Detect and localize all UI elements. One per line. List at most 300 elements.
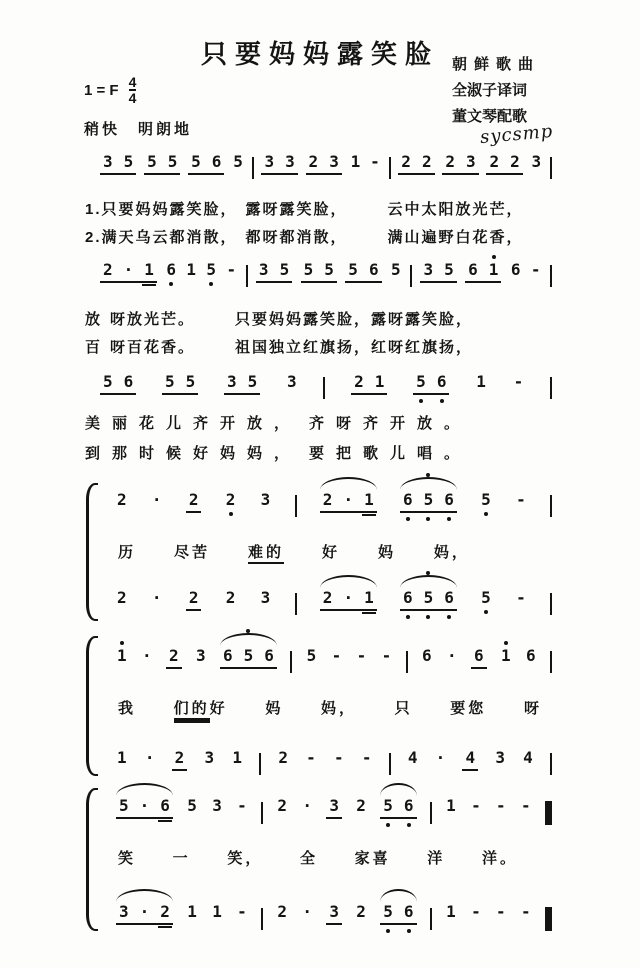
beam-group [186,492,202,513]
note-digit: 2 [356,796,366,815]
lyric-segment [524,697,542,718]
note-digit: 6 [443,492,455,508]
lyric-segment [85,336,102,357]
note-digit: 2 [308,152,319,171]
duration-dash: - [237,796,247,815]
note-digit: 3 [258,260,269,279]
note-digit: 2 [401,152,411,171]
lyric-segment [378,541,396,562]
augmentation-dot: · [151,490,162,509]
note-digit: 2 [174,748,185,767]
beam-group [186,590,202,611]
duration-dash: - [520,796,531,815]
note-digit: 5 [147,152,157,171]
octave-dot-low [447,517,451,521]
note-digit: 5 [382,798,394,814]
note-digit: 3 [329,152,339,171]
note-digit: 5 [423,492,435,508]
duration-dash: - [520,902,531,921]
slur-arc-group [380,904,416,925]
note-digit: 6 [402,492,414,508]
slur-arc-group [320,492,377,513]
beam-group [400,492,457,513]
note-digit: 1 [364,490,374,509]
notation-line-3 [100,374,552,396]
note-digit: 2 [117,588,127,607]
verse-1-lyrics-line-3 [85,412,471,433]
note-digit: 2 [277,902,288,921]
note-digit: 3 [329,902,339,921]
lyric-segment [110,308,195,329]
note-digit: 2 [117,490,127,509]
barline [550,495,552,517]
lyric-text: 祖国独立红旗扬，红呀红旗扬， [235,339,474,356]
lyric-text: 妈， [320,700,357,717]
note-digit: 6 [123,372,134,391]
beam-group [413,374,449,395]
augmentation-dot: · [139,902,150,921]
lyric-text: 笑， [227,850,264,867]
lyric-text: 只 [394,700,413,717]
lyric-text: 尽苦 [173,544,210,561]
handwritten-signature: sycsmp [479,120,555,149]
duration-dash: - [516,588,526,607]
duration-dash: - [306,748,316,767]
note-digit: 6 [264,646,274,665]
beam-group [166,648,182,669]
note-digit: 3 [287,372,297,391]
beam-group [301,262,337,283]
augmentation-dot: · [142,646,152,665]
note-digit: 1 [364,588,374,607]
note-digit: 5 [444,260,454,279]
note-digit: 1 [144,260,154,279]
duet-3-lyrics [118,847,518,868]
lyric-segment [118,697,136,718]
augmentation-dot: · [139,796,150,815]
lyric-text: 齐呀齐开放。 [309,415,472,432]
lyric-text: 百 [85,339,103,356]
beam-group [256,262,292,283]
lyric-text: 笑 [118,850,137,867]
note-digit: 6 [160,796,170,815]
lyric-text: 要您 [450,700,487,717]
barline [430,908,432,930]
voice-bracket-1 [86,483,95,621]
final-barline [545,801,552,825]
barline [259,753,261,775]
duration-dash: - [356,646,367,665]
beam-group [100,154,136,175]
duration-dash: - [370,152,380,171]
beam-group [465,262,501,283]
note-digit: 5 [390,260,401,279]
lyric-segment [321,697,357,718]
barline [261,802,263,824]
note-digit: 6 [436,374,448,390]
lyric-text: 家喜 [354,850,391,867]
octave-dot-low [407,929,411,933]
duet-1-voice-1-notes [116,492,552,514]
barline [389,157,391,179]
lyric-segment [322,541,340,562]
beam-group [100,262,157,283]
note-digit: 5 [279,260,290,279]
duet-1-voice-2-notes [116,590,552,612]
lyric-text: 妈 [377,544,396,561]
beam-group [326,904,342,925]
note-digit: 1 [374,372,385,391]
note-digit: 5 [167,152,178,171]
beam-group [380,904,416,925]
beam-group [220,648,277,669]
beam-group [442,154,478,175]
duet-2-voice-2-notes [116,750,552,772]
lyric-text: 满山遍野白花香， [387,229,524,246]
note-digit: 3 [212,796,222,815]
note-digit: 1 [187,902,197,921]
note-digit: 4 [407,748,418,767]
note-digit: 2 [445,152,456,171]
note-digit: 3 [227,372,237,391]
note-digit: 1 [350,152,361,171]
duration-dash: - [333,748,344,767]
note-digit: 6 [368,260,379,279]
note-digit: 6 [211,152,222,171]
verse-1-lyrics-line-2 [85,308,473,329]
barline [295,495,297,517]
lyric-text: 们的 [174,700,210,720]
beam-group [116,904,173,925]
slur-arc-group [220,648,277,669]
lyric-text: 要把歌儿唱。 [309,445,472,462]
note-digit: 3 [466,152,476,171]
slur-arc-group [116,798,173,819]
lyric-segment [118,847,136,868]
note-digit: 2 [421,152,432,171]
note-digit: 3 [204,748,215,767]
note-digit: 5 [205,262,217,278]
octave-dot-high [120,641,124,645]
note-digit: 4 [523,748,533,767]
note-digit: 2 [225,588,236,607]
note-digit: 6 [443,590,455,606]
note-digit: 5 [103,372,113,391]
note-digit: 3 [196,646,206,665]
credit-line-arranger: 董文琴配歌 [452,108,528,125]
note-digit: 5 [423,590,435,606]
beam-group [486,154,522,175]
note-digit: 2 [356,902,366,921]
note-digit: 6 [468,260,478,279]
slur-arc-group [320,590,377,611]
note-digit: 1 [500,648,512,664]
note-digit: 6 [403,904,415,920]
lyric-text: 1.只要妈妈露笑脸， [85,201,238,218]
lyric-segment [246,226,348,247]
slur-arc-group [400,492,457,513]
note-digit: 5 [187,796,197,815]
note-digit: 5 [306,646,317,665]
beam-group [172,750,188,771]
beam-group [306,154,342,175]
note-digit: 2 [278,748,288,767]
lyric-segment [355,847,391,868]
note-digit: 6 [165,262,177,278]
note-digit: 3 [260,588,271,607]
verse-2-lyrics-line-2 [85,336,473,357]
octave-dot-low [447,615,451,619]
note-digit: 2 [188,490,199,509]
note-digit: 2 [160,902,170,921]
augmentation-dot: · [144,748,155,767]
lyric-text: 呀百花香。 [110,339,196,356]
barline [406,651,408,673]
note-digit: 3 [260,490,271,509]
note-digit: 1 [446,796,456,815]
tempo-marking: 稍快 明朗地 [84,121,193,138]
note-digit: 6 [474,646,484,665]
verse-1-lyrics-line-1 [85,198,524,219]
barline [550,753,552,775]
duet-3-voice-1-notes [116,798,552,822]
note-digit: 2 [225,492,237,508]
barline [246,265,248,287]
lyric-text: 呀 [523,700,542,717]
lyric-text: 都呀都消散， [245,229,348,246]
lyric-segment [395,697,413,718]
barline [550,651,552,673]
lyric-segment [227,847,263,868]
note-digit: 5 [165,372,175,391]
lyric-text: 露呀露笑脸， [245,201,348,218]
note-digit: 6 [510,260,521,279]
note-digit: 5 [303,260,314,279]
barline [550,593,552,615]
note-digit: 5 [243,646,254,665]
beam-group [320,492,377,513]
lyric-segment [174,697,228,718]
note-digit: 5 [191,152,201,171]
barline [410,265,412,287]
octave-dot-low [406,517,410,521]
note-digit: 5 [233,152,243,171]
beam-group [420,262,456,283]
barline [550,157,552,179]
beam-group [326,798,342,819]
note-digit: 5 [415,374,427,390]
note-digit: 1 [232,748,242,767]
beam-group [400,590,457,611]
duration-dash: - [226,260,237,279]
note-digit: 5 [480,590,492,606]
note-digit: 6 [223,646,233,665]
barline [290,651,292,673]
lyric-segment [85,308,102,329]
note-digit: 2 [188,588,199,607]
lyric-segment [85,198,238,219]
lyric-segment [482,847,518,868]
note-digit: 4 [465,748,476,767]
lyric-segment [388,198,524,219]
beam-group [471,648,487,669]
time-signature [129,76,137,105]
octave-dot-high [504,641,508,645]
voice-bracket-3 [86,788,95,931]
barline [323,377,325,399]
lyric-text: 历 [118,544,137,561]
note-digit: 1 [488,262,500,278]
note-digit: 6 [403,798,415,814]
octave-dot-high [492,255,496,259]
augmentation-dot: · [302,902,312,921]
barline [261,908,263,930]
octave-dot-low [386,823,390,827]
beam-group [224,374,260,395]
octave-dot-low [419,399,423,403]
note-digit: 2 [169,646,179,665]
beam-group [462,750,478,771]
slur-arc-group [400,590,457,611]
lyric-segment [118,541,136,562]
beam-group [345,262,381,283]
note-digit: 1 [212,902,222,921]
duration-dash: - [496,902,506,921]
beam-group [380,798,416,819]
note-digit: 2 [322,588,333,607]
lyric-segment [434,541,470,562]
duration-dash: - [331,646,342,665]
notation-line-2 [100,262,552,284]
duration-dash: - [471,796,481,815]
octave-dot-low [169,282,173,286]
duet-2-voice-1-notes [116,648,552,670]
lyric-text: 到那时候好妈妈， [85,445,302,462]
beam-group [398,154,434,175]
barline [295,593,297,615]
time-denominator: 4 [128,90,137,106]
lyric-segment [235,336,473,357]
slur-arc-group [380,798,416,819]
beam-group [188,154,224,175]
note-digit: 2 [510,152,520,171]
lyric-text: 洋 [427,850,446,867]
verse-2-lyrics-line-1 [85,226,524,247]
beam-group [320,590,377,611]
note-digit: 3 [264,152,275,171]
duet-1-lyrics [118,541,470,562]
lyric-segment [246,198,348,219]
note-digit: 1 [446,902,456,921]
octave-dot-low [484,512,488,516]
beam-group [162,374,198,395]
duet-2-lyrics [118,697,542,718]
lyric-segment [85,442,301,463]
augmentation-dot: · [151,588,162,607]
lyric-segment [173,847,191,868]
beam-group [144,154,180,175]
key-label: 1 = F [84,82,119,99]
note-digit: 2 [103,260,113,279]
octave-dot-low [407,823,411,827]
beam-group [261,154,297,175]
note-digit: 2 [489,152,500,171]
octave-dot-low [440,399,444,403]
duration-dash: - [237,902,247,921]
credit-line-translator: 全淑子译词 [452,82,528,99]
duration-dash: - [496,796,506,815]
augmentation-dot: · [435,748,446,767]
slur-arc-group [116,904,173,925]
note-digit: 3 [423,260,434,279]
octave-dot-low [386,929,390,933]
note-digit: 2 [277,796,288,815]
barline [430,802,432,824]
augmentation-dot: · [447,646,457,665]
note-digit: 5 [247,372,258,391]
augmentation-dot: · [343,490,354,509]
note-digit: 1 [116,648,128,664]
note-digit: 5 [480,492,492,508]
lyric-segment [110,336,195,357]
octave-dot-low [426,517,430,521]
verse-2-lyrics-line-3 [85,442,471,463]
lyric-segment [450,697,486,718]
octave-dot-low [209,282,213,286]
lyric-segment [309,442,471,463]
note-digit: 1 [186,260,197,279]
barline [550,265,552,287]
duration-dash: - [381,646,392,665]
duration-dash: - [513,372,524,391]
lyric-text: 只要妈妈露笑脸，露呀露笑脸， [235,311,474,328]
lyric-segment [265,697,283,718]
note-digit: 5 [324,260,334,279]
note-digit: 5 [185,372,196,391]
time-numerator: 4 [128,74,137,90]
credits-block [452,52,540,130]
lyric-text: 一 [172,850,191,867]
note-digit: 3 [531,152,542,171]
note-digit: 3 [329,796,339,815]
lyric-segment [427,847,445,868]
lyric-text: 美丽花儿齐开放， [85,415,302,432]
lyric-text: 好 [321,544,340,561]
lyric-segment [248,541,284,562]
augmentation-dot: · [343,588,354,607]
note-digit: 3 [119,902,129,921]
octave-dot-low [426,615,430,619]
note-digit: 2 [322,490,333,509]
octave-dot-low [484,610,488,614]
duration-dash: - [471,902,481,921]
barline [550,377,552,399]
octave-dot-low [229,512,233,516]
note-digit: 6 [526,646,536,665]
credit-line-origin: 朝鲜歌曲 [452,56,541,73]
note-digit: 3 [103,152,113,171]
lyric-segment [235,308,473,329]
duration-dash: - [516,490,526,509]
lyric-text: 呀放光芒。 [110,311,196,328]
note-digit: 5 [348,260,358,279]
lyric-text: 妈， [433,544,470,561]
lyric-text: 我 [118,700,137,717]
lyric-text: 洋。 [481,850,518,867]
beam-group [351,374,387,395]
notation-line-1 [100,154,552,176]
octave-dot-low [406,615,410,619]
